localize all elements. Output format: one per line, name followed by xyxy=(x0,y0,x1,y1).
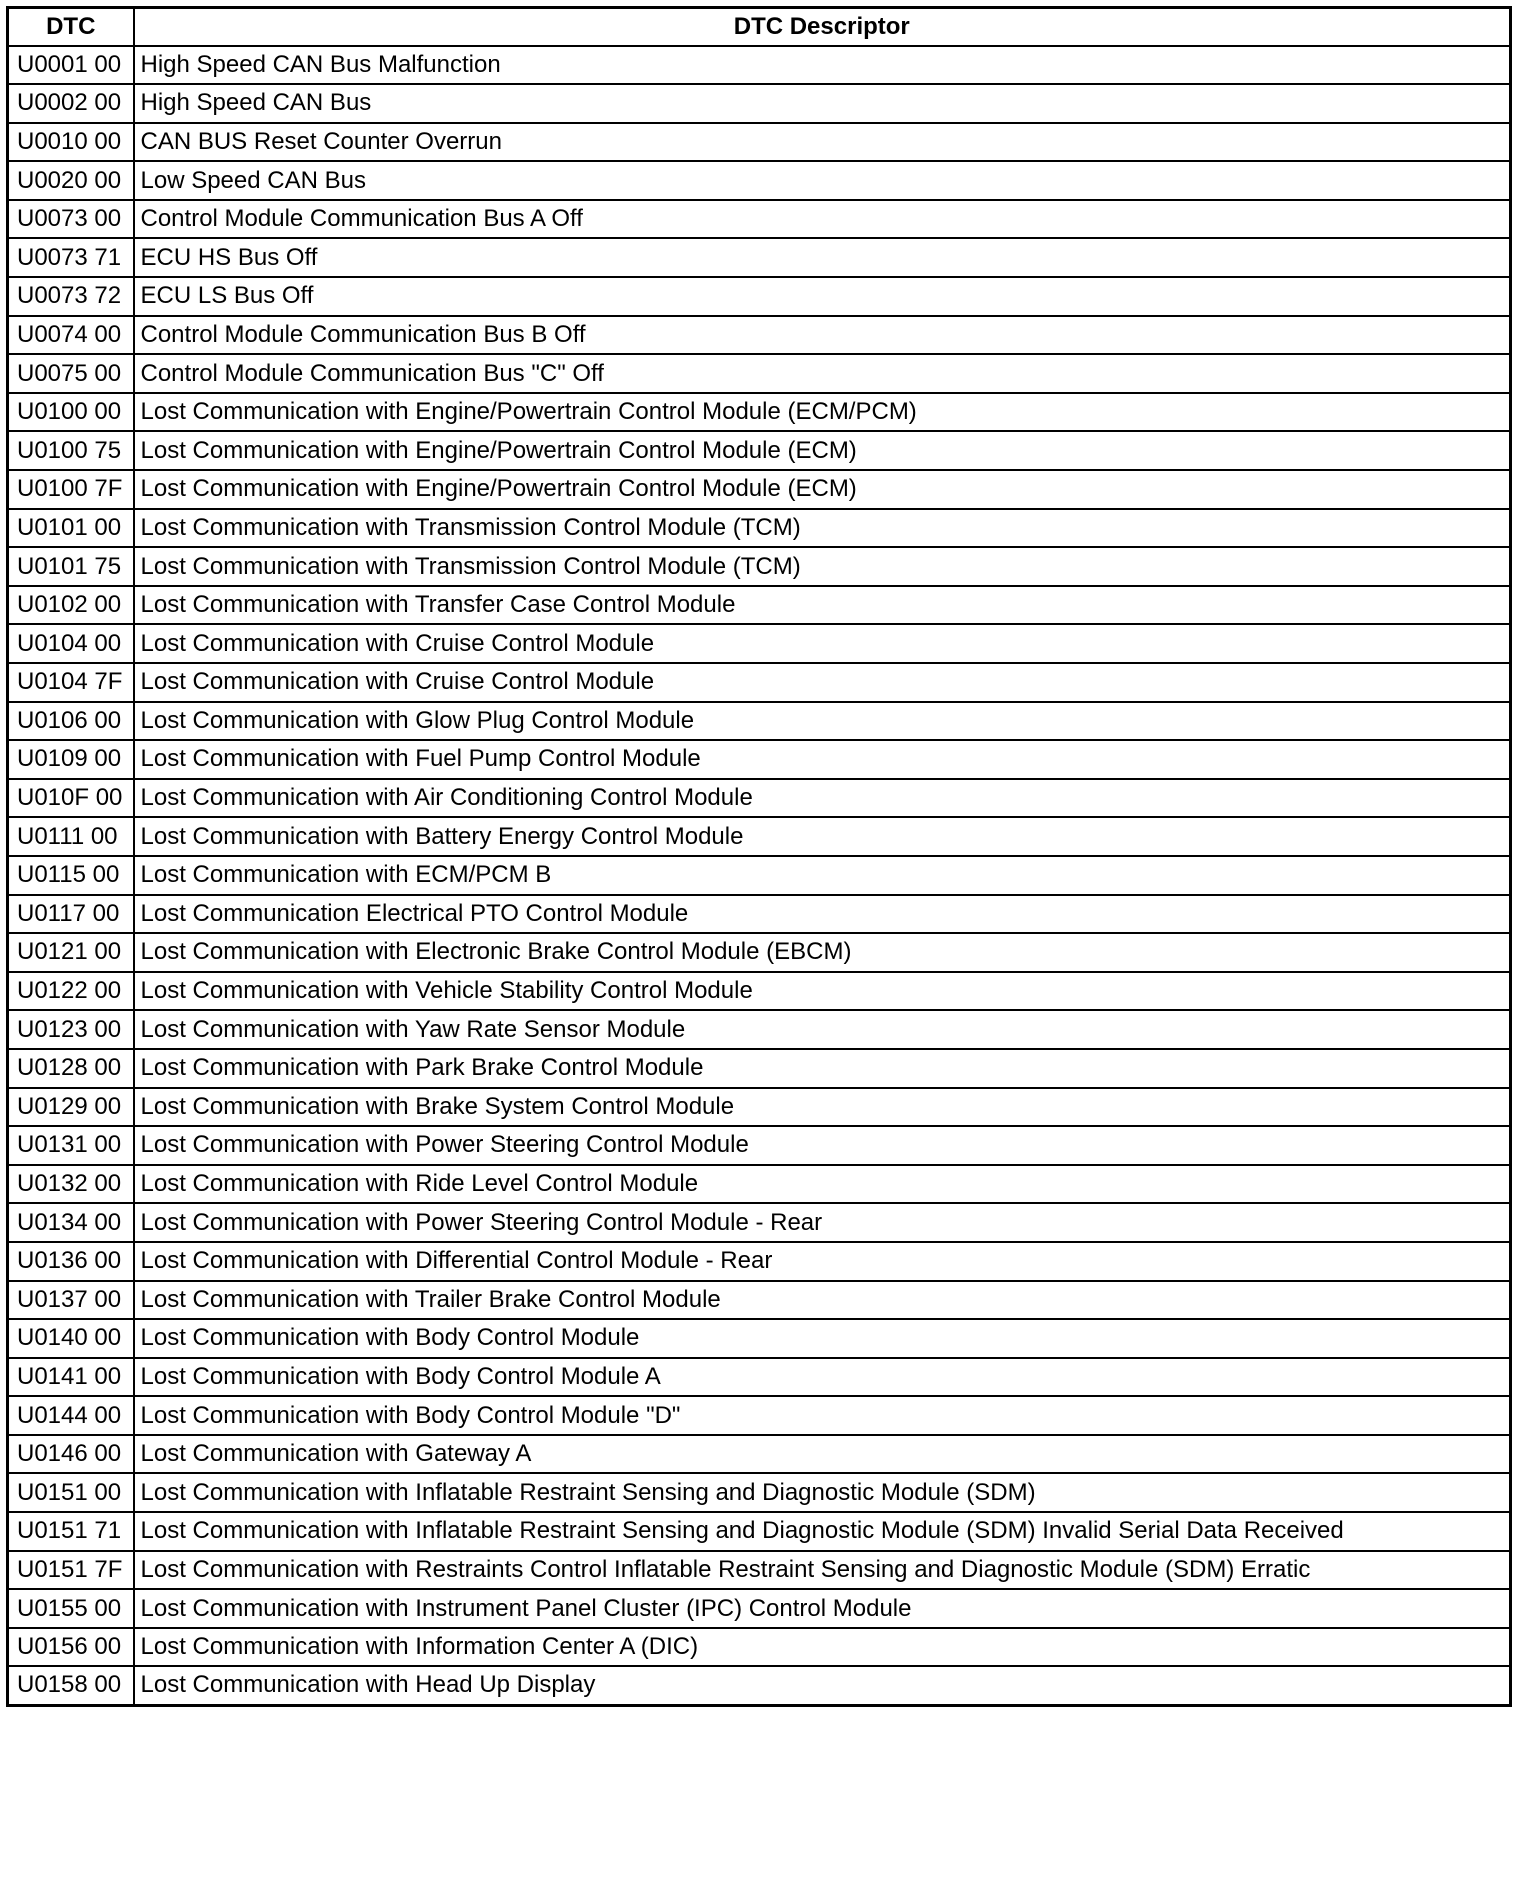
table-row xyxy=(8,1242,1511,1281)
table-row xyxy=(8,123,1511,162)
table-row xyxy=(8,1088,1511,1127)
dtc-code-cell: U0140 00 xyxy=(8,1319,134,1358)
table-row xyxy=(8,238,1511,277)
dtc-code-cell: U0136 00 xyxy=(8,1242,134,1281)
dtc-code-cell: U0074 00 xyxy=(8,316,134,355)
table-row xyxy=(8,509,1511,548)
table-row xyxy=(8,1589,1511,1628)
dtc-code-cell: U0128 00 xyxy=(8,1049,134,1088)
table-row xyxy=(8,547,1511,586)
dtc-descriptor-cell: Lost Communication with Body Control Module xyxy=(134,1319,1511,1358)
dtc-descriptor-cell: Lost Communication with Ride Level Control Module xyxy=(134,1165,1511,1204)
table-row xyxy=(8,1165,1511,1204)
dtc-code-cell: U0102 00 xyxy=(8,586,134,625)
table-row xyxy=(8,1512,1511,1551)
dtc-descriptor-cell: High Speed CAN Bus xyxy=(134,84,1511,123)
dtc-column-header: DTC xyxy=(8,8,134,46)
dtc-code-cell: U0122 00 xyxy=(8,972,134,1011)
dtc-code-cell: U0100 00 xyxy=(8,393,134,432)
dtc-descriptor-cell: Lost Communication with ECM/PCM B xyxy=(134,856,1511,895)
dtc-code-cell: U0141 00 xyxy=(8,1358,134,1397)
dtc-descriptor-cell: Lost Communication with Instrument Panel Cluster (IPC) Control Module xyxy=(134,1589,1511,1628)
dtc-code-cell: U0073 00 xyxy=(8,200,134,239)
table-row xyxy=(8,1666,1511,1705)
dtc-descriptor-cell: Lost Communication with Power Steering Control Module xyxy=(134,1126,1511,1165)
dtc-descriptor-cell: Lost Communication with Information Center A (DIC) xyxy=(134,1628,1511,1667)
dtc-code-cell: U0151 7F xyxy=(8,1551,134,1590)
dtc-descriptor-cell: Lost Communication with Electronic Brake Control Module (EBCM) xyxy=(134,933,1511,972)
dtc-code-cell: U0101 00 xyxy=(8,509,134,548)
table-row xyxy=(8,1319,1511,1358)
dtc-descriptor-cell: ECU HS Bus Off xyxy=(134,238,1511,277)
table-row xyxy=(8,1396,1511,1435)
dtc-descriptor-cell: ECU LS Bus Off xyxy=(134,277,1511,316)
dtc-descriptor-cell: Lost Communication with Engine/Powertrain Control Module (ECM/PCM) xyxy=(134,393,1511,432)
dtc-code-cell: U0106 00 xyxy=(8,702,134,741)
table-row xyxy=(8,817,1511,856)
dtc-code-cell: U010F 00 xyxy=(8,779,134,818)
table-row xyxy=(8,316,1511,355)
table-row xyxy=(8,161,1511,200)
dtc-code-cell: U0158 00 xyxy=(8,1666,134,1705)
dtc-code-cell: U0100 7F xyxy=(8,470,134,509)
table-row xyxy=(8,895,1511,934)
dtc-code-cell: U0115 00 xyxy=(8,856,134,895)
table-row xyxy=(8,779,1511,818)
table-row xyxy=(8,1203,1511,1242)
table-row xyxy=(8,393,1511,432)
dtc-code-cell: U0151 00 xyxy=(8,1473,134,1512)
dtc-descriptor-cell: Lost Communication with Transfer Case Control Module xyxy=(134,586,1511,625)
dtc-descriptor-cell: Lost Communication Electrical PTO Control Module xyxy=(134,895,1511,934)
table-row xyxy=(8,856,1511,895)
dtc-descriptor-cell: Lost Communication with Vehicle Stability Control Module xyxy=(134,972,1511,1011)
table-body xyxy=(8,46,1511,1706)
dtc-code-cell: U0123 00 xyxy=(8,1010,134,1049)
dtc-descriptor-cell: Lost Communication with Transmission Control Module (TCM) xyxy=(134,547,1511,586)
table-row xyxy=(8,702,1511,741)
dtc-descriptor-cell: Lost Communication with Inflatable Restraint Sensing and Diagnostic Module (SDM) Invalid Serial Data Received xyxy=(134,1512,1511,1551)
dtc-code-cell: U0104 00 xyxy=(8,624,134,663)
table-row xyxy=(8,663,1511,702)
table-row xyxy=(8,200,1511,239)
dtc-descriptor-cell: Lost Communication with Glow Plug Control Module xyxy=(134,702,1511,741)
dtc-code-cell: U0137 00 xyxy=(8,1281,134,1320)
dtc-descriptor-cell: Control Module Communication Bus B Off xyxy=(134,316,1511,355)
table-row xyxy=(8,586,1511,625)
table-row xyxy=(8,972,1511,1011)
dtc-code-cell: U0156 00 xyxy=(8,1628,134,1667)
dtc-descriptor-cell: Low Speed CAN Bus xyxy=(134,161,1511,200)
dtc-code-cell: U0010 00 xyxy=(8,123,134,162)
dtc-code-cell: U0155 00 xyxy=(8,1589,134,1628)
table-header-row xyxy=(8,8,1511,46)
dtc-descriptor-cell: Lost Communication with Inflatable Restraint Sensing and Diagnostic Module (SDM) xyxy=(134,1473,1511,1512)
dtc-descriptor-cell: Lost Communication with Cruise Control Module xyxy=(134,624,1511,663)
table-row xyxy=(8,354,1511,393)
dtc-descriptor-cell: Lost Communication with Gateway A xyxy=(134,1435,1511,1474)
table-row xyxy=(8,1049,1511,1088)
dtc-code-cell: U0100 75 xyxy=(8,431,134,470)
dtc-code-cell: U0073 71 xyxy=(8,238,134,277)
table-row xyxy=(8,277,1511,316)
dtc-descriptor-cell: Lost Communication with Body Control Module A xyxy=(134,1358,1511,1397)
dtc-descriptor-cell: Lost Communication with Brake System Control Module xyxy=(134,1088,1511,1127)
dtc-descriptor-cell: Lost Communication with Transmission Control Module (TCM) xyxy=(134,509,1511,548)
dtc-code-cell: U0117 00 xyxy=(8,895,134,934)
dtc-code-cell: U0151 71 xyxy=(8,1512,134,1551)
dtc-code-cell: U0144 00 xyxy=(8,1396,134,1435)
dtc-descriptor-cell: Lost Communication with Differential Control Module - Rear xyxy=(134,1242,1511,1281)
table-row xyxy=(8,46,1511,85)
dtc-table xyxy=(6,6,1512,1707)
dtc-descriptor-cell: Lost Communication with Yaw Rate Sensor Module xyxy=(134,1010,1511,1049)
table-row xyxy=(8,470,1511,509)
dtc-code-cell: U0075 00 xyxy=(8,354,134,393)
table-row xyxy=(8,1551,1511,1590)
table-row xyxy=(8,1473,1511,1512)
table-row xyxy=(8,1010,1511,1049)
dtc-descriptor-cell: Lost Communication with Engine/Powertrain Control Module (ECM) xyxy=(134,431,1511,470)
dtc-code-cell: U0146 00 xyxy=(8,1435,134,1474)
table-row xyxy=(8,84,1511,123)
dtc-descriptor-cell: Lost Communication with Head Up Display xyxy=(134,1666,1511,1705)
table-row xyxy=(8,1628,1511,1667)
dtc-code-cell: U0134 00 xyxy=(8,1203,134,1242)
dtc-descriptor-cell: Lost Communication with Power Steering Control Module - Rear xyxy=(134,1203,1511,1242)
table-row xyxy=(8,740,1511,779)
descriptor-column-header: DTC Descriptor xyxy=(134,8,1511,46)
dtc-descriptor-cell: Lost Communication with Restraints Control Inflatable Restraint Sensing and Diagnostic Module (SDM) Erratic xyxy=(134,1551,1511,1590)
dtc-descriptor-cell: Lost Communication with Battery Energy Control Module xyxy=(134,817,1511,856)
table-row xyxy=(8,1126,1511,1165)
dtc-code-cell: U0002 00 xyxy=(8,84,134,123)
dtc-code-cell: U0132 00 xyxy=(8,1165,134,1204)
table-row xyxy=(8,933,1511,972)
dtc-code-cell: U0111 00 xyxy=(8,817,134,856)
dtc-descriptor-cell: Control Module Communication Bus A Off xyxy=(134,200,1511,239)
dtc-descriptor-cell: Lost Communication with Engine/Powertrain Control Module (ECM) xyxy=(134,470,1511,509)
dtc-code-cell: U0109 00 xyxy=(8,740,134,779)
dtc-descriptor-cell: Control Module Communication Bus "C" Off xyxy=(134,354,1511,393)
dtc-descriptor-cell: High Speed CAN Bus Malfunction xyxy=(134,46,1511,85)
dtc-code-cell: U0001 00 xyxy=(8,46,134,85)
dtc-code-cell: U0020 00 xyxy=(8,161,134,200)
dtc-descriptor-cell: Lost Communication with Body Control Module "D" xyxy=(134,1396,1511,1435)
dtc-descriptor-cell: Lost Communication with Trailer Brake Control Module xyxy=(134,1281,1511,1320)
table-row xyxy=(8,1281,1511,1320)
dtc-code-cell: U0129 00 xyxy=(8,1088,134,1127)
table-row xyxy=(8,431,1511,470)
dtc-code-cell: U0104 7F xyxy=(8,663,134,702)
table-row xyxy=(8,624,1511,663)
table-row xyxy=(8,1358,1511,1397)
dtc-descriptor-cell: Lost Communication with Park Brake Control Module xyxy=(134,1049,1511,1088)
dtc-code-cell: U0131 00 xyxy=(8,1126,134,1165)
dtc-descriptor-cell: Lost Communication with Cruise Control Module xyxy=(134,663,1511,702)
table-row xyxy=(8,1435,1511,1474)
dtc-descriptor-cell: CAN BUS Reset Counter Overrun xyxy=(134,123,1511,162)
dtc-code-cell: U0121 00 xyxy=(8,933,134,972)
dtc-descriptor-cell: Lost Communication with Fuel Pump Control Module xyxy=(134,740,1511,779)
dtc-code-cell: U0073 72 xyxy=(8,277,134,316)
dtc-code-cell: U0101 75 xyxy=(8,547,134,586)
dtc-descriptor-cell: Lost Communication with Air Conditioning Control Module xyxy=(134,779,1511,818)
